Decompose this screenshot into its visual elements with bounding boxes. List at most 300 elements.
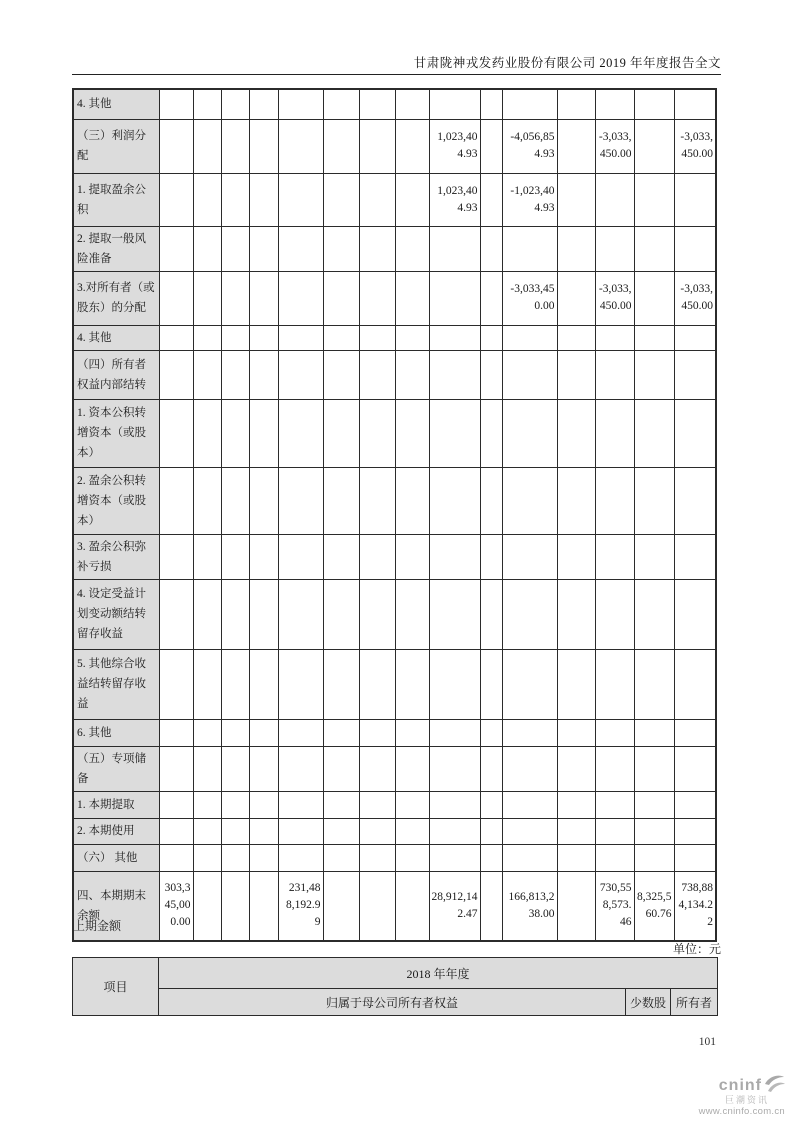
equity-value-cell xyxy=(359,467,395,534)
equity-value-cell xyxy=(557,818,595,844)
equity-value-cell xyxy=(278,226,323,271)
equity-value-cell xyxy=(502,791,557,818)
equity-value-cell xyxy=(278,89,323,119)
equity-value-cell xyxy=(674,649,716,719)
equity-table-row xyxy=(73,399,716,467)
equity-value-cell xyxy=(193,350,221,399)
equity-value-cell xyxy=(193,844,221,871)
equity-value-cell xyxy=(557,746,595,791)
equity-value-cell xyxy=(395,350,429,399)
equity-value-cell xyxy=(557,350,595,399)
equity-value-cell xyxy=(159,534,193,579)
owners-header-cell: 所有者 xyxy=(671,989,718,1016)
equity-row-label: 6. 其他 xyxy=(73,719,159,746)
equity-row-label: 4. 设定受益计划变动额结转留存收益 xyxy=(73,579,159,649)
equity-value-cell xyxy=(429,791,480,818)
equity-value-cell xyxy=(159,399,193,467)
equity-row-label: 2. 提取一般风险准备 xyxy=(73,226,159,271)
equity-value-cell xyxy=(221,89,249,119)
equity-value-cell xyxy=(249,325,278,350)
equity-value-cell xyxy=(674,746,716,791)
equity-value-cell xyxy=(480,871,502,941)
equity-value-cell xyxy=(359,579,395,649)
equity-value-cell xyxy=(193,399,221,467)
equity-value-cell xyxy=(278,579,323,649)
equity-value-cell xyxy=(221,579,249,649)
equity-table-row xyxy=(73,579,716,649)
equity-value-cell xyxy=(429,467,480,534)
equity-value-cell xyxy=(634,350,674,399)
equity-value-cell xyxy=(193,89,221,119)
equity-value-cell xyxy=(557,119,595,173)
equity-value-cell xyxy=(193,719,221,746)
equity-table-row xyxy=(73,818,716,844)
equity-value-cell xyxy=(480,579,502,649)
equity-value-cell xyxy=(480,173,502,226)
item-header-cell: 项目 xyxy=(73,958,159,1016)
equity-value-cell xyxy=(221,871,249,941)
equity-value-cell xyxy=(634,173,674,226)
equity-value-cell xyxy=(557,791,595,818)
page-number: 101 xyxy=(698,1036,716,1048)
equity-value-cell xyxy=(502,226,557,271)
equity-value-cell xyxy=(221,649,249,719)
equity-value-cell xyxy=(395,89,429,119)
equity-value-cell xyxy=(278,719,323,746)
cninfo-logo-url: www.cninfo.com.cn xyxy=(698,1106,785,1118)
equity-value-cell xyxy=(323,325,359,350)
equity-value-cell xyxy=(595,173,634,226)
equity-value-cell xyxy=(159,119,193,173)
equity-value-cell xyxy=(221,534,249,579)
equity-value-cell xyxy=(193,271,221,325)
equity-value-cell xyxy=(249,89,278,119)
equity-value-cell xyxy=(278,649,323,719)
equity-value-cell xyxy=(634,844,674,871)
equity-value-cell xyxy=(674,350,716,399)
equity-value-cell xyxy=(557,534,595,579)
equity-value-cell xyxy=(278,791,323,818)
equity-value-cell xyxy=(634,649,674,719)
equity-value-cell xyxy=(323,226,359,271)
equity-value-cell xyxy=(159,350,193,399)
cninfo-logo-cn: 巨潮资讯 xyxy=(724,1094,769,1105)
equity-value-cell xyxy=(323,173,359,226)
equity-value-cell xyxy=(480,226,502,271)
equity-value-cell xyxy=(557,399,595,467)
equity-value-cell xyxy=(595,649,634,719)
equity-value-cell xyxy=(359,746,395,791)
equity-row-label: 4. 其他 xyxy=(73,325,159,350)
equity-value-cell xyxy=(502,844,557,871)
equity-value-cell xyxy=(595,844,634,871)
equity-value-cell xyxy=(595,89,634,119)
equity-value-cell xyxy=(502,649,557,719)
parent-equity-header-cell: 归属于母公司所有者权益 xyxy=(159,989,626,1016)
equity-value-cell xyxy=(278,818,323,844)
equity-value-cell xyxy=(159,791,193,818)
equity-value-cell xyxy=(634,818,674,844)
equity-value-cell xyxy=(634,746,674,791)
equity-value-cell: 166,813,238.00 xyxy=(502,871,557,941)
equity-value-cell xyxy=(359,791,395,818)
equity-value-cell: -3,033,450.00 xyxy=(502,271,557,325)
equity-value-cell: 8,325,560.76 xyxy=(634,871,674,941)
equity-value-cell: 231,488,192.99 xyxy=(278,871,323,941)
equity-value-cell xyxy=(159,818,193,844)
equity-value-cell xyxy=(249,467,278,534)
equity-value-cell xyxy=(323,89,359,119)
equity-row-label: 2. 本期使用 xyxy=(73,818,159,844)
equity-value-cell xyxy=(323,746,359,791)
equity-value-cell xyxy=(395,818,429,844)
equity-value-cell xyxy=(221,844,249,871)
equity-value-cell xyxy=(395,325,429,350)
prior-period-note: 上期金额 xyxy=(73,919,122,933)
equity-value-cell: 730,558,573.46 xyxy=(595,871,634,941)
equity-row-label: 4. 其他 xyxy=(73,89,159,119)
equity-value-cell xyxy=(359,89,395,119)
equity-table-row xyxy=(73,89,716,119)
equity-value-cell xyxy=(249,534,278,579)
equity-value-cell xyxy=(278,534,323,579)
equity-value-cell xyxy=(193,467,221,534)
equity-value-cell xyxy=(557,719,595,746)
equity-value-cell xyxy=(634,271,674,325)
equity-value-cell xyxy=(395,791,429,818)
equity-value-cell xyxy=(674,226,716,271)
equity-value-cell: -3,033,450.00 xyxy=(674,271,716,325)
equity-table-row xyxy=(73,271,716,325)
equity-value-cell xyxy=(674,399,716,467)
equity-value-cell xyxy=(159,271,193,325)
equity-value-cell xyxy=(193,871,221,941)
equity-value-cell xyxy=(502,579,557,649)
equity-value-cell xyxy=(429,226,480,271)
equity-value-cell xyxy=(359,350,395,399)
equity-value-cell xyxy=(429,719,480,746)
equity-value-cell xyxy=(323,818,359,844)
equity-value-cell xyxy=(634,534,674,579)
equity-value-cell xyxy=(480,746,502,791)
equity-value-cell xyxy=(480,119,502,173)
equity-table-row xyxy=(73,173,716,226)
equity-value-cell xyxy=(395,844,429,871)
equity-value-cell xyxy=(159,467,193,534)
equity-value-cell xyxy=(502,818,557,844)
equity-value-cell xyxy=(557,649,595,719)
equity-value-cell xyxy=(359,871,395,941)
equity-value-cell: -3,033,450.00 xyxy=(595,271,634,325)
equity-value-cell xyxy=(557,173,595,226)
equity-value-cell xyxy=(395,649,429,719)
equity-value-cell xyxy=(674,719,716,746)
equity-value-cell xyxy=(557,844,595,871)
equity-value-cell xyxy=(634,226,674,271)
equity-value-cell xyxy=(359,399,395,467)
equity-value-cell xyxy=(502,534,557,579)
equity-table-row xyxy=(73,719,716,746)
equity-value-cell: 28,912,142.47 xyxy=(429,871,480,941)
equity-table-row xyxy=(73,534,716,579)
equity-value-cell xyxy=(278,173,323,226)
equity-table-row xyxy=(73,226,716,271)
equity-value-cell: -1,023,404.93 xyxy=(502,173,557,226)
equity-value-cell xyxy=(359,719,395,746)
equity-value-cell xyxy=(480,89,502,119)
equity-value-cell xyxy=(634,399,674,467)
equity-value-cell: 303,345,000.00 xyxy=(159,871,193,941)
equity-value-cell xyxy=(674,844,716,871)
equity-value-cell xyxy=(502,350,557,399)
equity-row-label: （四）所有者权益内部结转 xyxy=(73,350,159,399)
equity-value-cell xyxy=(557,871,595,941)
equity-value-cell xyxy=(249,119,278,173)
equity-value-cell xyxy=(323,579,359,649)
equity-value-cell xyxy=(193,746,221,791)
equity-value-cell xyxy=(221,119,249,173)
equity-value-cell xyxy=(480,791,502,818)
prior-period-header-row-2 xyxy=(73,989,718,1016)
equity-value-cell xyxy=(674,534,716,579)
equity-value-cell xyxy=(278,399,323,467)
equity-value-cell: 1,023,404.93 xyxy=(429,119,480,173)
equity-value-cell xyxy=(159,89,193,119)
equity-value-cell: -3,033,450.00 xyxy=(674,119,716,173)
equity-value-cell xyxy=(221,791,249,818)
equity-table-row xyxy=(73,649,716,719)
equity-value-cell xyxy=(359,271,395,325)
equity-value-cell xyxy=(395,746,429,791)
equity-value-cell xyxy=(595,818,634,844)
equity-value-cell xyxy=(221,399,249,467)
equity-value-cell xyxy=(429,399,480,467)
equity-value-cell xyxy=(221,173,249,226)
equity-value-cell xyxy=(249,649,278,719)
prior-period-table xyxy=(72,957,718,1016)
equity-value-cell xyxy=(323,399,359,467)
cninfo-logo xyxy=(675,1074,785,1117)
equity-row-label: 1. 本期提取 xyxy=(73,791,159,818)
equity-value-cell: -4,056,854.93 xyxy=(502,119,557,173)
equity-value-cell xyxy=(595,325,634,350)
equity-value-cell xyxy=(395,719,429,746)
equity-value-cell xyxy=(395,119,429,173)
equity-row-label: 3. 盈余公积弥补亏损 xyxy=(73,534,159,579)
equity-value-cell xyxy=(557,226,595,271)
equity-value-cell xyxy=(429,818,480,844)
equity-value-cell xyxy=(429,649,480,719)
equity-value-cell xyxy=(249,746,278,791)
equity-table-row xyxy=(73,467,716,534)
equity-value-cell xyxy=(557,467,595,534)
equity-value-cell xyxy=(395,579,429,649)
header-rule xyxy=(72,74,721,75)
equity-value-cell xyxy=(159,719,193,746)
equity-value-cell: 738,884,134.22 xyxy=(674,871,716,941)
equity-value-cell xyxy=(429,89,480,119)
equity-value-cell xyxy=(359,226,395,271)
equity-value-cell xyxy=(595,399,634,467)
equity-value-cell xyxy=(221,325,249,350)
equity-value-cell xyxy=(634,791,674,818)
equity-value-cell xyxy=(674,325,716,350)
equity-value-cell xyxy=(278,844,323,871)
equity-row-label: 5. 其他综合收益结转留存收益 xyxy=(73,649,159,719)
equity-value-cell xyxy=(480,818,502,844)
equity-value-cell xyxy=(395,871,429,941)
equity-value-cell xyxy=(323,467,359,534)
equity-value-cell xyxy=(249,226,278,271)
equity-value-cell xyxy=(429,534,480,579)
equity-value-cell xyxy=(595,534,634,579)
equity-value-cell xyxy=(278,271,323,325)
equity-table xyxy=(72,88,717,942)
equity-row-label: 1. 提取盈余公积 xyxy=(73,173,159,226)
equity-value-cell xyxy=(395,467,429,534)
equity-value-cell xyxy=(395,226,429,271)
equity-value-cell xyxy=(595,791,634,818)
equity-value-cell xyxy=(249,818,278,844)
equity-value-cell xyxy=(395,534,429,579)
equity-value-cell xyxy=(193,579,221,649)
equity-value-cell xyxy=(595,226,634,271)
report-header-title: 甘肃陇神戎发药业股份有限公司 2019 年年度报告全文 xyxy=(413,56,721,70)
equity-value-cell xyxy=(502,89,557,119)
unit-label: 单位：元 xyxy=(672,942,721,956)
equity-value-cell xyxy=(278,350,323,399)
equity-value-cell xyxy=(193,534,221,579)
equity-value-cell xyxy=(429,325,480,350)
equity-value-cell xyxy=(674,579,716,649)
equity-value-cell xyxy=(359,173,395,226)
equity-value-cell xyxy=(221,271,249,325)
equity-value-cell xyxy=(159,649,193,719)
equity-value-cell xyxy=(249,871,278,941)
equity-value-cell xyxy=(221,746,249,791)
equity-row-label: 3.对所有者（或股东）的分配 xyxy=(73,271,159,325)
equity-value-cell xyxy=(502,746,557,791)
equity-value-cell xyxy=(557,325,595,350)
equity-value-cell xyxy=(395,173,429,226)
equity-table-row xyxy=(73,119,716,173)
prior-period-header-row-1 xyxy=(73,958,718,989)
equity-value-cell xyxy=(480,719,502,746)
equity-value-cell xyxy=(674,467,716,534)
equity-value-cell xyxy=(359,325,395,350)
equity-value-cell xyxy=(634,579,674,649)
equity-value-cell xyxy=(480,649,502,719)
equity-value-cell xyxy=(634,89,674,119)
equity-value-cell xyxy=(502,399,557,467)
equity-row-label: （五）专项储备 xyxy=(73,746,159,791)
equity-value-cell xyxy=(249,719,278,746)
equity-table-row xyxy=(73,325,716,350)
equity-value-cell xyxy=(221,719,249,746)
equity-value-cell xyxy=(249,173,278,226)
equity-value-cell xyxy=(278,467,323,534)
equity-value-cell xyxy=(278,746,323,791)
equity-value-cell xyxy=(480,844,502,871)
equity-value-cell xyxy=(193,226,221,271)
equity-value-cell xyxy=(557,271,595,325)
equity-value-cell xyxy=(159,173,193,226)
equity-table-row xyxy=(73,844,716,871)
equity-value-cell xyxy=(323,719,359,746)
equity-value-cell xyxy=(249,399,278,467)
equity-value-cell xyxy=(480,271,502,325)
equity-value-cell xyxy=(595,350,634,399)
minority-header-cell: 少数股 xyxy=(626,989,671,1016)
equity-value-cell xyxy=(323,119,359,173)
equity-value-cell xyxy=(480,534,502,579)
equity-value-cell xyxy=(193,791,221,818)
equity-value-cell xyxy=(429,271,480,325)
equity-value-cell xyxy=(323,350,359,399)
equity-value-cell xyxy=(159,844,193,871)
equity-value-cell xyxy=(249,579,278,649)
equity-value-cell xyxy=(221,226,249,271)
equity-value-cell xyxy=(323,844,359,871)
equity-value-cell xyxy=(323,271,359,325)
equity-value-cell xyxy=(359,119,395,173)
equity-value-cell xyxy=(395,271,429,325)
equity-value-cell xyxy=(480,325,502,350)
equity-value-cell xyxy=(221,350,249,399)
equity-value-cell xyxy=(221,467,249,534)
equity-value-cell xyxy=(595,746,634,791)
equity-value-cell xyxy=(193,818,221,844)
equity-table-row xyxy=(73,871,716,941)
equity-row-label: 2. 盈余公积转增资本（或股本） xyxy=(73,467,159,534)
equity-value-cell xyxy=(323,649,359,719)
equity-value-cell xyxy=(359,649,395,719)
equity-value-cell xyxy=(502,325,557,350)
equity-value-cell xyxy=(595,579,634,649)
equity-table-row xyxy=(73,746,716,791)
equity-value-cell xyxy=(359,818,395,844)
equity-value-cell xyxy=(502,719,557,746)
equity-value-cell xyxy=(480,350,502,399)
equity-row-label: 四、本期期末余额 xyxy=(73,871,159,941)
equity-value-cell xyxy=(395,399,429,467)
equity-value-cell xyxy=(502,467,557,534)
equity-value-cell xyxy=(480,467,502,534)
equity-value-cell xyxy=(429,844,480,871)
equity-row-label: （六） 其他 xyxy=(73,844,159,871)
equity-value-cell xyxy=(278,325,323,350)
equity-value-cell: -3,033,450.00 xyxy=(595,119,634,173)
equity-value-cell xyxy=(674,89,716,119)
equity-value-cell: 1,023,404.93 xyxy=(429,173,480,226)
equity-value-cell xyxy=(249,791,278,818)
equity-table-row xyxy=(73,791,716,818)
equity-value-cell xyxy=(557,579,595,649)
equity-value-cell xyxy=(359,844,395,871)
equity-value-cell xyxy=(674,173,716,226)
equity-value-cell xyxy=(221,818,249,844)
equity-value-cell xyxy=(429,350,480,399)
equity-value-cell xyxy=(249,350,278,399)
equity-value-cell xyxy=(323,534,359,579)
equity-value-cell xyxy=(595,719,634,746)
equity-table-row xyxy=(73,350,716,399)
equity-row-label: 1. 资本公积转增资本（或股本） xyxy=(73,399,159,467)
equity-value-cell xyxy=(323,791,359,818)
equity-value-cell xyxy=(193,325,221,350)
equity-value-cell xyxy=(595,467,634,534)
equity-value-cell xyxy=(193,119,221,173)
